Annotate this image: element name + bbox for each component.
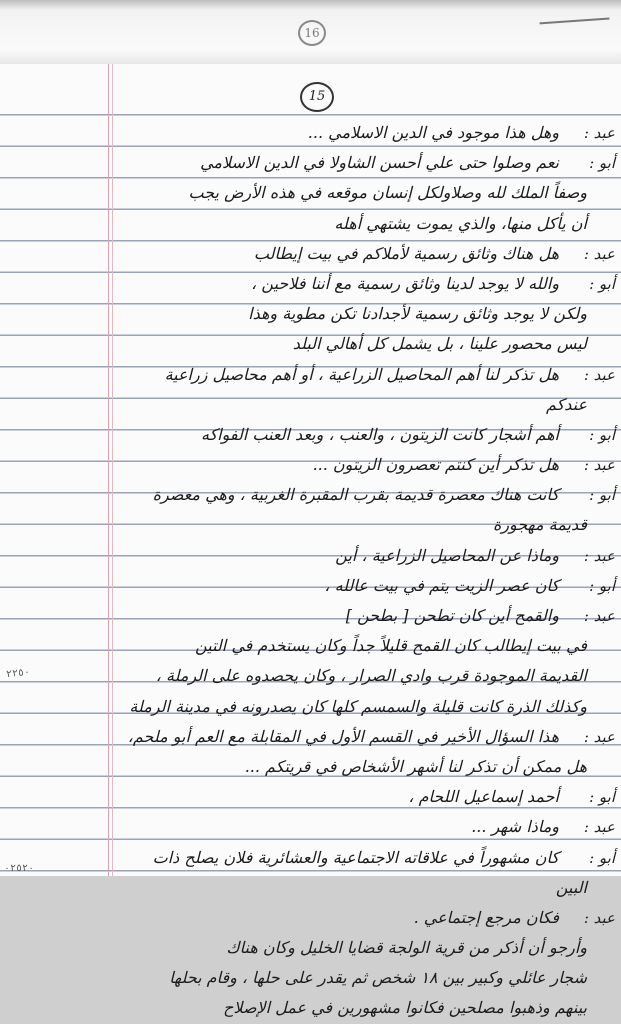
transcript-line [0, 178, 621, 208]
transcript-line [0, 420, 621, 450]
line-text: أهم أشجار كانت الزيتون ، والعنب ، وبعد العنب الفواكه [200, 424, 559, 444]
line-text: شجار عائلي وكبير بين ١٨ شخص ثم يقدر على حلها ، وقام بحلها [169, 968, 587, 988]
line-text: في بيت إيطالب كان القمح قليلاً جداً وكان يستخدم في التين [195, 636, 587, 656]
transcript-line [0, 450, 621, 480]
line-text: أحمد إسماعيل اللحام ، [408, 787, 559, 807]
speaker-label: عبد : [583, 607, 615, 625]
line-text: هل تذكر لنا أهم المحاصيل الزراعية ، أو أهم محاصيل زراعية [164, 364, 559, 384]
transcript-line [0, 299, 621, 329]
transcript-line [0, 722, 621, 752]
line-text: القديمة الموجودة قرب وادي الصرار ، وكان يحصدوه على الرملة ، [155, 666, 587, 686]
transcript-line [0, 843, 621, 873]
speaker-label: أبو : [589, 425, 615, 444]
line-text: فكان مرجع إجتماعي . [413, 907, 559, 927]
speaker-label: عبد : [583, 727, 615, 746]
speaker-label: عبد : [583, 244, 615, 263]
transcript-line [0, 812, 621, 842]
line-text: كانت هناك معصرة قديمة بقرب المقبرة الغربية ، وهي معصرة [152, 485, 559, 505]
line-text: كان عصر الزيت يتم في بيت عالله ، [324, 575, 559, 595]
line-text: هل ممكن أن تذكر لنا أشهر الأشخاص في قريتكم ... [244, 756, 587, 776]
line-text: وكذلك الذرة كانت قليلة والسمسم كلها كان يصدرونه في مدينة الرملة [129, 696, 587, 716]
line-text: والله لا يوجد لدينا وثائق رسمية مع أننا فلاحين ، [251, 273, 559, 293]
previous-page-edge [0, 0, 621, 64]
line-text: بينهم وذهبوا مصلحين فكانوا مشهورين في عمل الإصلاح [223, 998, 587, 1018]
speaker-label: عبد : [583, 456, 615, 475]
transcript-line [0, 239, 621, 269]
line-text: وهل هذا موجود في الدين الاسلامي ... [307, 123, 559, 142]
transcript-line [0, 360, 621, 390]
transcript-line [0, 692, 621, 722]
transcript-line [0, 571, 621, 601]
line-text: والقمح أين كان تطحن [ بطحن ] [345, 606, 559, 625]
transcript-line [0, 903, 621, 933]
speaker-label: أبو : [589, 788, 615, 807]
line-text: قديمة مهجورة [492, 515, 587, 535]
line-text: ولكن لا يوجد وثائق رسمية لأجدادنا تكن مطوية وهذا [248, 304, 587, 324]
line-text: وصفاً الملك لله وصلاولكل إنسان موقعه في هذه الأرض يجب [188, 183, 587, 203]
top-page-mark: 16 [298, 20, 326, 46]
transcript-line [0, 148, 621, 178]
transcript-line [0, 873, 621, 903]
line-text: ليس محصور علينا ، بل يشمل كل أهالي البلد [292, 334, 587, 354]
transcript-line [0, 209, 621, 239]
line-text: كان مشهوراً في علاقاته الاجتماعية والعشائرية فلان يصلح ذات [152, 847, 559, 867]
transcript-line [0, 541, 621, 571]
speaker-label: عبد : [583, 365, 615, 384]
line-text: وماذا شهر ... [471, 817, 559, 837]
speaker-label: عبد : [583, 908, 615, 927]
transcript-line [0, 631, 621, 661]
speaker-label: أبو : [589, 274, 615, 293]
line-text: وماذا عن المحاصيل الزراعية ، أين [335, 545, 559, 565]
speaker-label: أبو : [589, 848, 615, 867]
line-text: البين [555, 877, 587, 897]
line-text: أن يأكل منها، والذي يموت يشتهي أهله [334, 213, 587, 233]
transcript-line [0, 480, 621, 510]
transcript-line [0, 782, 621, 812]
page-number: 15 [300, 82, 334, 112]
footer-note: ٠٢٥٢٠ [4, 863, 35, 874]
speaker-label: أبو : [589, 154, 615, 173]
transcript-line [0, 963, 621, 993]
line-text: نعم وصلوا حتى علي أحسن الشاولا في الدين الاسلامي [200, 153, 559, 173]
transcript-line [0, 118, 621, 148]
line-text: هل هناك وثائق رسمية لأملاكم في بيت إيطالب [253, 243, 559, 263]
speaker-label: أبو : [589, 486, 615, 505]
transcript-line [0, 752, 621, 782]
speaker-label: عبد : [583, 546, 615, 565]
transcript-line [0, 329, 621, 359]
line-text: وأرجو أن أذكر من قرية الولجة قضايا الخليل وكان هناك [226, 938, 587, 958]
transcript-line [0, 661, 621, 691]
transcript-line [0, 933, 621, 963]
speaker-label: عبد : [583, 124, 615, 142]
transcript-line [0, 269, 621, 299]
line-text: عندكم [545, 394, 587, 414]
speaker-label: عبد : [583, 818, 615, 837]
top-scribble [539, 4, 610, 25]
transcript-line [0, 510, 621, 540]
transcript-line [0, 390, 621, 420]
transcript-lines [0, 118, 621, 1024]
line-text: هذا السؤال الأخير في القسم الأول في المقابلة مع العم أبو ملحم، [127, 726, 559, 746]
line-text: هل تذكر أين كنتم تعصرون الزيتون ... [312, 455, 559, 475]
transcript-line [0, 993, 621, 1023]
side-note: ٢٢٥٠ [5, 666, 31, 681]
transcript-line [0, 601, 621, 631]
speaker-label: أبو : [589, 576, 615, 595]
